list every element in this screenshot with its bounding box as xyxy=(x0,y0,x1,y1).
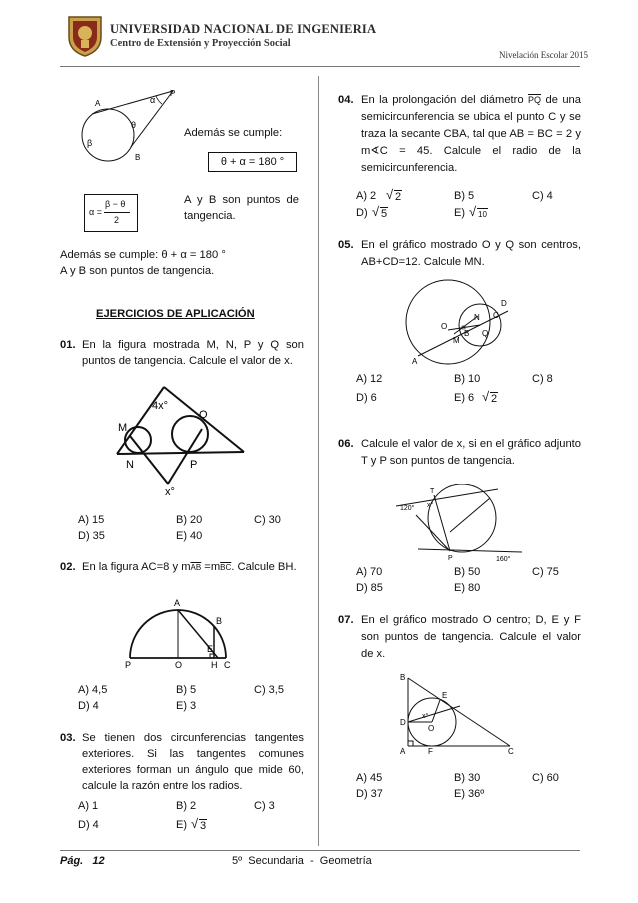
p01-label-n: N xyxy=(126,459,134,471)
p04-text xyxy=(361,92,581,177)
p02-text-a: En la figura AC=8 y m xyxy=(82,561,191,573)
p04-opt-e-radicand: 10 xyxy=(478,210,487,219)
university-logo xyxy=(66,13,104,57)
p07-label-c: C xyxy=(508,747,514,756)
p06-opt-c: C) 75 xyxy=(532,566,559,578)
p07-opt-e: E) 36º xyxy=(454,788,485,800)
fig-label-b: B xyxy=(135,153,141,162)
fig-label-alpha: α xyxy=(150,95,156,105)
formula2-bar xyxy=(104,212,130,213)
p01-num: 01. xyxy=(60,339,76,351)
p06-figure xyxy=(394,484,524,564)
p05-opt-e-radicand: 2 xyxy=(491,393,498,405)
p07-opt-c: C) 60 xyxy=(532,772,559,784)
p03-opt-a: A) 1 xyxy=(78,800,99,812)
p03-opt-e: E) xyxy=(176,819,187,831)
p07-num: 07. xyxy=(338,614,354,626)
theory-also: Además se cumple: xyxy=(184,127,283,139)
p04-opt-b: B) 5 xyxy=(454,190,475,202)
theory-line1: Además se cumple: θ + α = 180 ° xyxy=(60,249,226,261)
p04-opt-c: C) 4 xyxy=(532,190,553,202)
p05-opt-b: B) 10 xyxy=(454,373,481,385)
p04-text-a: En la prolongación del diámetro xyxy=(361,94,524,106)
p02-figure xyxy=(120,596,240,670)
p05-opt-e: E) 6 xyxy=(454,392,475,404)
p04-opt-a: A) 2 xyxy=(356,190,377,202)
p07-label-e: E xyxy=(442,691,448,700)
p01-label-q: Q xyxy=(199,409,208,421)
p07-label-a: A xyxy=(400,747,406,756)
footer-subject: 5º Secundaria - Geometría xyxy=(232,855,372,867)
p07-label-b: B xyxy=(400,673,406,682)
p05-opt-d: D) 6 xyxy=(356,392,377,404)
footer-rule xyxy=(60,850,580,851)
p01-opt-e: E) 40 xyxy=(176,530,203,542)
p01-label-x: x° xyxy=(165,486,175,498)
formula2-den: 2 xyxy=(114,215,120,225)
p07-label-o: O xyxy=(428,724,435,733)
p02-label-b: B xyxy=(216,616,223,626)
p07-figure xyxy=(398,672,522,756)
p01-opt-a: A) 15 xyxy=(78,514,105,526)
footer-page: Pág. 12 xyxy=(60,855,105,867)
p07-label-d: D xyxy=(400,718,406,727)
p01-label-m: M xyxy=(118,422,128,434)
theory-figure xyxy=(70,84,180,174)
p05-figure xyxy=(400,276,520,366)
p01-opt-b: B) 20 xyxy=(176,514,203,526)
p05-label-b: B xyxy=(464,329,470,338)
theory-line2: A y B son puntos de tangencia. xyxy=(60,265,215,277)
p05-label-q: Q xyxy=(482,329,489,338)
header-rule xyxy=(60,66,580,67)
p02-opt-d: D) 4 xyxy=(78,700,99,712)
p06-opt-b: B) 50 xyxy=(454,566,481,578)
p02-label-c: C xyxy=(224,660,231,670)
p07-opt-b: B) 30 xyxy=(454,772,481,784)
p07-text: En el gráfico mostrado O centro; D, E y F son puntos de tangencia. Calcule el valor de x. xyxy=(361,614,581,660)
p04-options xyxy=(356,187,586,226)
p02-opt-c: C) 3,5 xyxy=(254,684,284,696)
p02-text-b: . Calcule BH. xyxy=(231,561,297,573)
p05-text: En el gráfico mostrado O y Q son centros, AB+CD=12. Calcule MN. xyxy=(361,239,581,268)
formula1: θ + α = 180 ° xyxy=(220,156,285,168)
p03-opt-d: D) 4 xyxy=(78,819,99,831)
fig-label-p: P xyxy=(170,89,176,98)
p04-opt-d: D) xyxy=(356,207,368,219)
fig-label-theta: θ xyxy=(131,120,137,130)
p07-label-x: x° xyxy=(422,713,429,720)
p02-label-o: O xyxy=(175,660,183,670)
p02-text xyxy=(82,559,304,576)
p05-label-c: C xyxy=(493,311,499,320)
p01-text: En la figura mostrada M, N, P y Q son puntos de tangencia. Calcule el valor de x. xyxy=(82,339,304,367)
p01-label-top: 4x° xyxy=(152,400,169,412)
p06-num: 06. xyxy=(338,438,354,450)
p06-label-t: T xyxy=(430,488,435,495)
p06-label-160: 160° xyxy=(496,556,511,563)
p05-label-m: M xyxy=(453,336,460,345)
p02-arc-bc: $\overline{BC}$ xyxy=(220,563,232,572)
p04-num: 04. xyxy=(338,94,354,106)
p03-opt-b: B) 2 xyxy=(176,800,197,812)
p02-opt-e: E) 3 xyxy=(176,700,197,712)
fig-label-beta: β xyxy=(87,138,93,148)
p05-label-d: D xyxy=(501,299,507,308)
p06-label-120: 120° xyxy=(400,505,415,512)
fig-label-a: A xyxy=(95,99,101,108)
p06-label-p: P xyxy=(448,555,453,562)
university-name: UNIVERSIDAD NACIONAL DE INGENIERIA xyxy=(110,22,377,36)
p07-label-f: F xyxy=(428,747,433,756)
p01-options xyxy=(78,514,308,546)
p05-label-n: N xyxy=(474,313,480,322)
p02-num: 02. xyxy=(60,561,76,573)
p07-opt-d: D) 37 xyxy=(356,788,383,800)
p03-opt-e-radical: √ xyxy=(191,816,199,831)
p01-opt-d: D) 35 xyxy=(78,530,105,542)
formula1-box xyxy=(208,152,297,172)
column-divider xyxy=(318,76,319,846)
p02-options xyxy=(78,684,308,716)
formula2-box xyxy=(84,194,138,232)
p07-opt-a: A) 45 xyxy=(356,772,383,784)
p04-opt-d-radical: √ xyxy=(372,204,380,219)
p03-opt-e-radicand: 3 xyxy=(200,820,207,832)
section-title: EJERCICIOS DE APLICACIÓN xyxy=(96,308,255,320)
p03-num: 03. xyxy=(60,732,76,744)
p06-label-x: x° xyxy=(427,502,434,509)
p06-opt-d: D) 85 xyxy=(356,582,383,594)
p01-figure xyxy=(108,384,248,502)
level-label: Nivelación Escolar 2015 xyxy=(499,50,588,60)
p05-opt-a: A) 12 xyxy=(356,373,383,385)
p02-label-e: E xyxy=(207,644,214,654)
formula2-lhs: α = xyxy=(89,207,102,217)
center-name: Centro de Extensión y Proyección Social xyxy=(110,38,291,49)
p05-opt-e-radical: √ xyxy=(482,389,490,404)
p04-opt-d-radicand: 5 xyxy=(381,208,388,220)
p05-opt-c: C) 8 xyxy=(532,373,553,385)
theory-tangency: A y B son puntos de tangencia. xyxy=(184,194,299,222)
p06-opt-e: E) 80 xyxy=(454,582,481,594)
p01-label-p: P xyxy=(190,459,198,471)
p03-options xyxy=(78,800,308,836)
p06-options xyxy=(356,566,586,598)
p05-options xyxy=(356,373,586,409)
p02-label-h: H xyxy=(211,660,218,670)
p07-options xyxy=(356,772,586,804)
p06-opt-a: A) 70 xyxy=(356,566,383,578)
p02-label-a: A xyxy=(174,598,181,608)
p05-num: 05. xyxy=(338,239,354,251)
p04-text-b: de una semicircunferencia se ubica el punto C y se traza la secante CBA, tal que AB = BC = 2 y m∢C = 45. Calcule el radio de la semicircunferencia. xyxy=(361,94,581,174)
p03-opt-c: C) 3 xyxy=(254,800,275,812)
p04-opt-e-radical: √ xyxy=(469,204,477,219)
p02-opt-a: A) 4,5 xyxy=(78,684,108,696)
p03-text: Se tienen dos circunferencias tangentes exteriores. Si las tangentes comunes exteriores forman un ángulo que mide 60, calcule la razón entre los radios. xyxy=(82,732,304,792)
p02-text-eq: =m xyxy=(201,561,221,573)
p04-diameter: $\overline{PQ}$ xyxy=(528,95,542,105)
p05-label-a: A xyxy=(412,357,418,366)
p01-opt-c: C) 30 xyxy=(254,514,281,526)
p06-text: Calcule el valor de x, si en el gráfico adjunto T y P son puntos de tangencia. xyxy=(361,438,581,467)
p04-opt-a-radicand: 2 xyxy=(395,191,402,203)
p02-arc-ab: $\overline{AB}$ xyxy=(190,563,202,572)
p02-opt-b: B) 5 xyxy=(176,684,197,696)
p04-opt-e: E) xyxy=(454,207,465,219)
p04-opt-a-radical: √ xyxy=(386,187,394,202)
p02-label-p: P xyxy=(125,660,132,670)
p05-label-o: O xyxy=(441,322,448,331)
formula2-num: β − θ xyxy=(105,199,126,209)
